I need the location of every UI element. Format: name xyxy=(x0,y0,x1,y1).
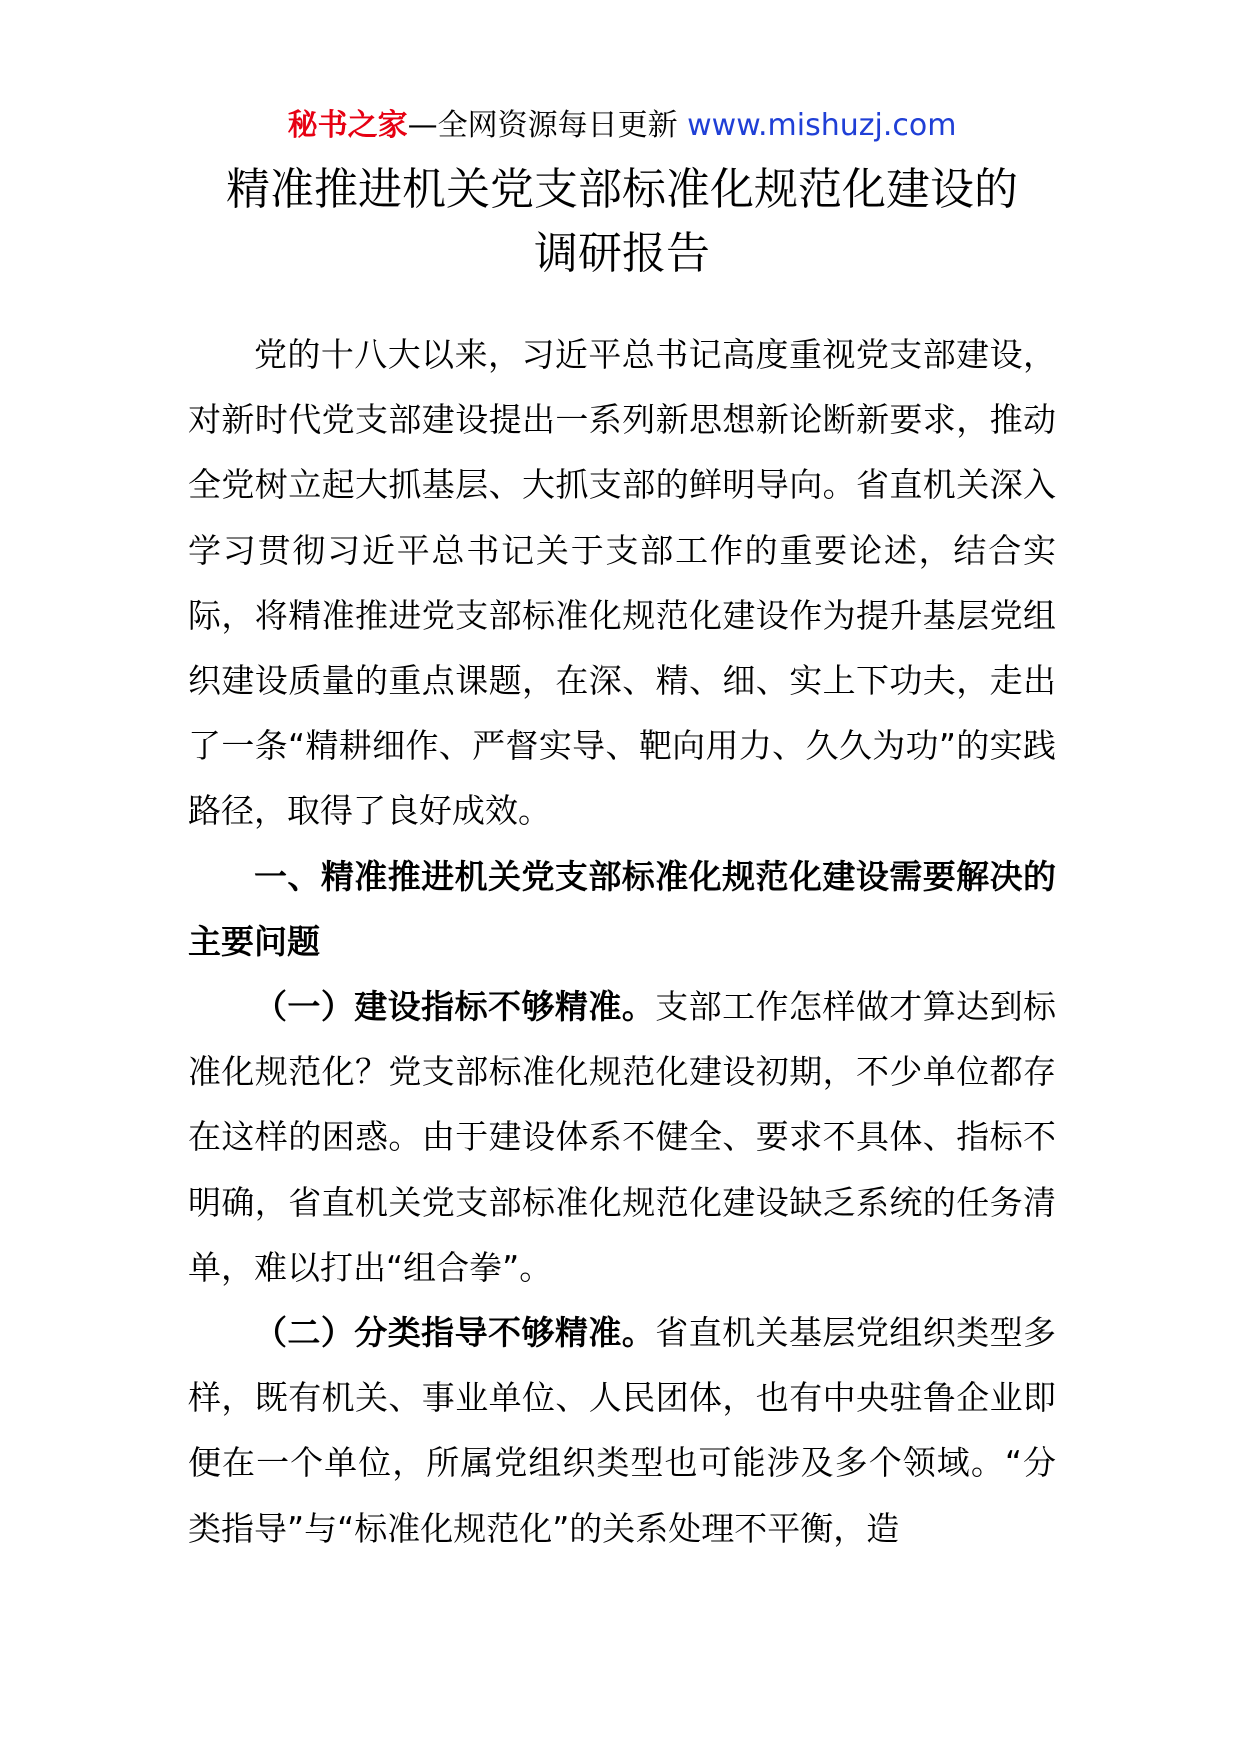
item-1-text: 支部工作怎样做才算达到标准化规范化？党支部标准化规范化建设初期，不少单位都存在这样的困惑。由于建设体系不健全、要求不具体、指标不明确，省直机关党支部标准化规范化建设缺乏系统的任务清单，难以打出“组合拳”。 xyxy=(188,987,1057,1287)
item-2-lead: （二）分类指导不够精准。 xyxy=(254,1313,656,1353)
section-heading: 一、精准推进机关党支部标准化规范化建设需要解决的主要问题 xyxy=(188,856,1056,961)
item-2-text: 省直机关基层党组织类型多样，既有机关、事业单位、人民团体，也有中央驻鲁企业即便在一个单位，所属党组织类型也可能涉及多个领域。“分类指导”与“标准化规范化”的关系处理不平衡，造 xyxy=(188,1313,1057,1548)
title-line-2: 调研报告 xyxy=(534,228,710,279)
item-1-paragraph xyxy=(188,974,1056,1300)
title-line-1: 精准推进机关党支部标准化规范化建设的 xyxy=(226,164,1018,215)
intro-paragraph: 党的十八大以来，习近平总书记高度重视党支部建设，对新时代党支部建设提出一系列新思想新论断新要求，推动全党树立起大抓基层、大抓支部的鲜明导向。省直机关深入学习贯彻习近平总书记关于支部工作的重要论述，结合实际，将精准推进党支部标准化规范化建设作为提升基层党组织建设质量的重点课题，在深、精、细、实上下功夫，走出了一条“精耕细作、严督实导、靶向用力、久久为功”的实践路径，取得了良好成效。 xyxy=(188,335,1056,831)
watermark-banner xyxy=(188,104,1056,148)
item-2-paragraph xyxy=(188,1300,1056,1561)
document-title xyxy=(188,158,1056,286)
banner-tagline: —全网资源每日更新 xyxy=(407,108,688,143)
document-body xyxy=(188,322,1056,1561)
banner-url[interactable]: www.mishuzj.com xyxy=(687,108,957,143)
item-1-lead: （一）建设指标不够精准。 xyxy=(254,987,656,1027)
banner-brand: 秘书之家 xyxy=(287,108,408,143)
